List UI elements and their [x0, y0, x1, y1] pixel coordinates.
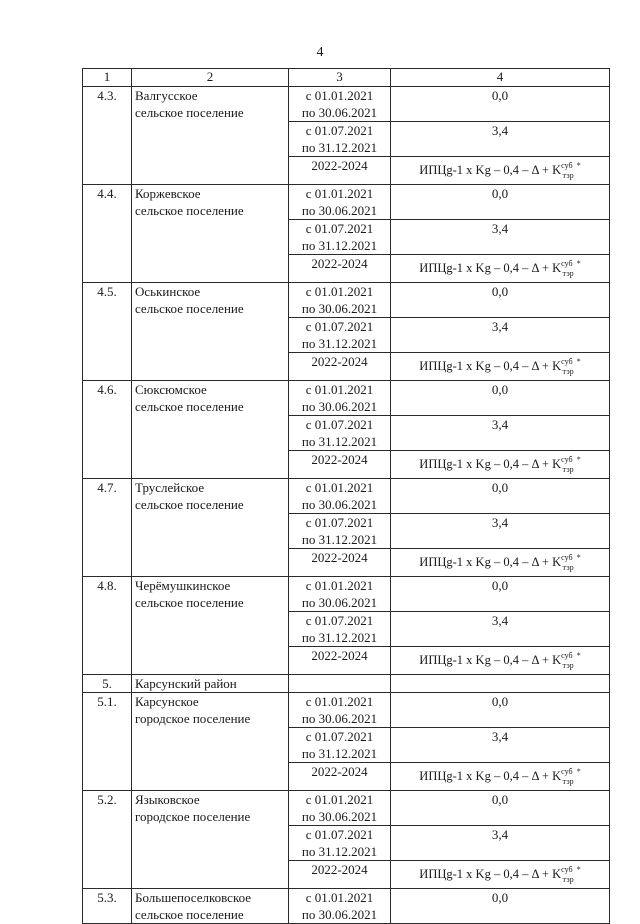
value-cell: 3,4 [391, 728, 610, 763]
row-number: 4.4. [83, 185, 132, 283]
text-line: с 01.01.2021 [305, 186, 374, 201]
period-cell [289, 826, 391, 861]
period-cell: 2022-2024 [289, 255, 391, 283]
text-line: по 30.06.2021 [301, 907, 378, 922]
text-line: сельское поселение [135, 595, 244, 610]
text-line: по 30.06.2021 [301, 301, 378, 316]
formula-text: ИПЦg-1 x Kg – 0,4 – Δ + K [419, 261, 562, 275]
settlement-name [132, 693, 289, 791]
formula-text: ИПЦg-1 x Kg – 0,4 – Δ + K [419, 359, 562, 373]
formula-asterisk: * [576, 161, 581, 170]
text-line: с 01.07.2021 [305, 613, 374, 628]
period-cell [289, 693, 391, 728]
text-line: по 30.06.2021 [301, 203, 378, 218]
value-cell: 0,0 [391, 889, 610, 924]
value-cell: 0,0 [391, 693, 610, 728]
row-number: 4.7. [83, 479, 132, 577]
text-line: Оськинское [135, 284, 201, 299]
value-cell: 3,4 [391, 318, 610, 353]
row-number: 5.2. [83, 791, 132, 889]
district-name [132, 675, 289, 693]
period-cell: 2022-2024 [289, 451, 391, 479]
text-line: сельское поселение [135, 301, 244, 316]
text-line: Валгусское [135, 88, 198, 103]
text-line: сельское поселение [135, 399, 244, 414]
formula-superscript: суб [561, 259, 573, 268]
text-line: по 30.06.2021 [301, 399, 378, 414]
table-row [83, 791, 610, 826]
table-row [83, 283, 610, 318]
tariff-table [82, 68, 610, 924]
text-line: по 31.12.2021 [301, 746, 378, 761]
value-cell: 0,0 [391, 87, 610, 122]
formula-superscript: суб [561, 767, 573, 776]
table-row [83, 185, 610, 220]
text-line: с 01.07.2021 [305, 515, 374, 530]
formula-superscript: суб [561, 161, 573, 170]
value-cell: 0,0 [391, 283, 610, 318]
header-cell-4: 4 [391, 69, 610, 87]
row-number: 5.3. [83, 889, 132, 924]
formula-asterisk: * [576, 553, 581, 562]
text-line: с 01.01.2021 [305, 792, 374, 807]
formula-cell [391, 255, 610, 283]
period-cell: 2022-2024 [289, 353, 391, 381]
formula-subscript: тэр [562, 367, 574, 376]
formula-text: ИПЦg-1 x Kg – 0,4 – Δ + K [419, 163, 562, 177]
table-body [83, 69, 610, 924]
value-cell: 3,4 [391, 122, 610, 157]
settlement-name [132, 185, 289, 283]
formula-cell [391, 549, 610, 577]
text-line: с 01.07.2021 [305, 729, 374, 744]
text-line: по 30.06.2021 [301, 809, 378, 824]
formula-cell [391, 861, 610, 889]
text-line: с 01.07.2021 [305, 417, 374, 432]
formula-text: ИПЦg-1 x Kg – 0,4 – Δ + K [419, 769, 562, 783]
text-line: с 01.07.2021 [305, 123, 374, 138]
header-cell-3: 3 [289, 69, 391, 87]
district-row [83, 675, 610, 693]
formula-superscript: суб [561, 455, 573, 464]
text-line: с 01.01.2021 [305, 890, 374, 905]
settlement-name [132, 479, 289, 577]
value-cell: 3,4 [391, 826, 610, 861]
formula-superscript: суб [561, 651, 573, 660]
period-cell [289, 87, 391, 122]
period-cell: 2022-2024 [289, 549, 391, 577]
period-cell [289, 185, 391, 220]
value-cell: 0,0 [391, 185, 610, 220]
period-cell [289, 318, 391, 353]
period-cell [289, 283, 391, 318]
text-line: по 30.06.2021 [301, 105, 378, 120]
text-line: Карсунское [135, 694, 199, 709]
table-row [83, 577, 610, 612]
formula-subscript: тэр [562, 465, 574, 474]
text-line: по 31.12.2021 [301, 336, 378, 351]
text-line: по 31.12.2021 [301, 140, 378, 155]
text-line: Языковское [135, 792, 200, 807]
period-cell [289, 889, 391, 924]
row-number: 4.5. [83, 283, 132, 381]
table-row [83, 479, 610, 514]
text-line: по 31.12.2021 [301, 532, 378, 547]
formula-superscript: суб [561, 865, 573, 874]
settlement-name [132, 577, 289, 675]
text-line: по 31.12.2021 [301, 238, 378, 253]
formula-superscript: суб [561, 553, 573, 562]
period-cell [289, 612, 391, 647]
row-number: 5. [83, 675, 132, 693]
header-row [83, 69, 610, 87]
settlement-name [132, 283, 289, 381]
text-line: с 01.01.2021 [305, 284, 374, 299]
header-cell-2: 2 [132, 69, 289, 87]
period-cell: 2022-2024 [289, 157, 391, 185]
text-line: Труслейское [135, 480, 205, 495]
text-line: по 30.06.2021 [301, 711, 378, 726]
formula-asterisk: * [576, 357, 581, 366]
period-cell: 2022-2024 [289, 763, 391, 791]
period-cell: 2022-2024 [289, 861, 391, 889]
text-line: Сюксюмское [135, 382, 207, 397]
row-number: 4.6. [83, 381, 132, 479]
value-cell: 0,0 [391, 577, 610, 612]
formula-cell [391, 353, 610, 381]
table-row [83, 87, 610, 122]
text-line: по 31.12.2021 [301, 434, 378, 449]
row-number: 5.1. [83, 693, 132, 791]
formula-asterisk: * [576, 651, 581, 660]
formula-text: ИПЦg-1 x Kg – 0,4 – Δ + K [419, 457, 562, 471]
period-cell [289, 514, 391, 549]
formula-asterisk: * [576, 259, 581, 268]
formula-subscript: тэр [562, 563, 574, 572]
text-line: с 01.01.2021 [305, 480, 374, 495]
value-cell: 3,4 [391, 220, 610, 255]
table-row [83, 693, 610, 728]
text-line: Коржевское [135, 186, 201, 201]
settlement-name [132, 87, 289, 185]
formula-text: ИПЦg-1 x Kg – 0,4 – Δ + K [419, 653, 562, 667]
formula-cell [391, 157, 610, 185]
text-line: сельское поселение [135, 907, 244, 922]
period-cell: 2022-2024 [289, 647, 391, 675]
page-number: 4 [316, 45, 324, 60]
formula-asterisk: * [576, 455, 581, 464]
period-cell [289, 577, 391, 612]
text-line: с 01.07.2021 [305, 319, 374, 334]
formula-cell [391, 451, 610, 479]
empty-cell [391, 675, 610, 693]
table-row [83, 889, 610, 924]
formula-asterisk: * [576, 865, 581, 874]
text-line: городское поселение [135, 809, 251, 824]
text-line: с 01.07.2021 [305, 221, 374, 236]
period-cell [289, 220, 391, 255]
empty-cell [289, 675, 391, 693]
text-line: Большепоселковское [135, 890, 252, 905]
settlement-name [132, 889, 289, 924]
period-cell [289, 728, 391, 763]
text-line: с 01.07.2021 [305, 827, 374, 842]
value-cell: 0,0 [391, 479, 610, 514]
table-row [83, 381, 610, 416]
value-cell: 0,0 [391, 381, 610, 416]
text-line: с 01.01.2021 [305, 694, 374, 709]
formula-superscript: суб [561, 357, 573, 366]
formula-subscript: тэр [562, 171, 574, 180]
period-cell [289, 122, 391, 157]
text-line: сельское поселение [135, 497, 244, 512]
text-line: по 30.06.2021 [301, 497, 378, 512]
formula-cell [391, 647, 610, 675]
formula-asterisk: * [576, 767, 581, 776]
header-cell-1: 1 [83, 69, 132, 87]
text-line: с 01.01.2021 [305, 88, 374, 103]
text-line: с 01.01.2021 [305, 382, 374, 397]
period-cell [289, 791, 391, 826]
value-cell: 3,4 [391, 416, 610, 451]
settlement-name [132, 791, 289, 889]
formula-subscript: тэр [562, 777, 574, 786]
text-line: по 31.12.2021 [301, 630, 378, 645]
period-cell [289, 381, 391, 416]
text-line: по 30.06.2021 [301, 595, 378, 610]
formula-cell [391, 763, 610, 791]
row-number: 4.3. [83, 87, 132, 185]
value-cell: 3,4 [391, 514, 610, 549]
text-line: Карсунский район [135, 676, 237, 691]
formula-text: ИПЦg-1 x Kg – 0,4 – Δ + K [419, 867, 562, 881]
value-cell: 0,0 [391, 791, 610, 826]
formula-subscript: тэр [562, 269, 574, 278]
text-line: сельское поселение [135, 203, 244, 218]
settlement-name [132, 381, 289, 479]
text-line: сельское поселение [135, 105, 244, 120]
text-line: Черёмушкинское [135, 578, 231, 593]
text-line: с 01.01.2021 [305, 578, 374, 593]
value-cell: 3,4 [391, 612, 610, 647]
formula-subscript: тэр [562, 875, 574, 884]
text-line: по 31.12.2021 [301, 844, 378, 859]
row-number: 4.8. [83, 577, 132, 675]
formula-text: ИПЦg-1 x Kg – 0,4 – Δ + K [419, 555, 562, 569]
text-line: городское поселение [135, 711, 251, 726]
period-cell [289, 416, 391, 451]
period-cell [289, 479, 391, 514]
formula-subscript: тэр [562, 661, 574, 670]
